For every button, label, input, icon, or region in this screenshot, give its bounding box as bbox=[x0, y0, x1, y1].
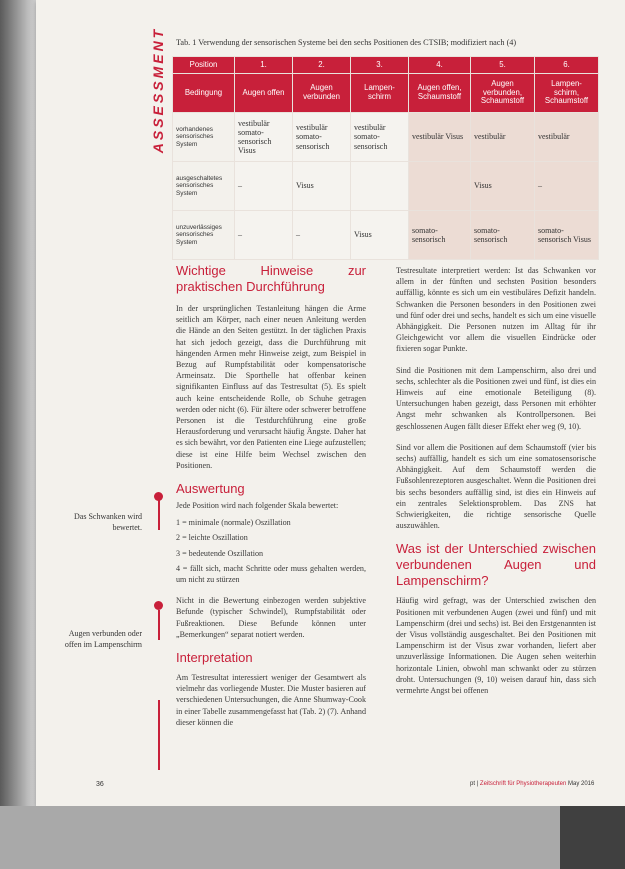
heading-evaluation: Auswertung bbox=[176, 481, 245, 497]
table-cell: somato- sensorisch bbox=[409, 211, 471, 260]
scale-item: 2 = leichte Oszillation bbox=[176, 533, 248, 543]
margin-rule bbox=[158, 700, 160, 770]
table-header-cell: Position bbox=[173, 57, 235, 74]
margin-note: Das Schwanken wird bewertet. bbox=[74, 512, 142, 532]
scale-item: 1 = minimale (normale) Oszillation bbox=[176, 518, 291, 528]
table-row-label: unzuverlässiges sensorisches System bbox=[173, 211, 235, 260]
table-header-row bbox=[173, 57, 599, 74]
paragraph: Nicht in die Bewertung einbezogen werden subjektive Befunde (typischer Schwindel), Rumpfstabilität oder Fußreaktionen. Diese Befunde können unter „Bemerkungen“ separat notiert werden. bbox=[176, 596, 366, 639]
margin-bullet bbox=[154, 601, 163, 610]
paragraph: Testresultate interpretiert werden: Ist das Schwanken vor allem in der fünften und sechsten Position besonders auffällig, könnte es sich um ein vestibuläres Defizit handeln. Schwanken die Personen besonders in den Positionen zwei und fünf oder drei und sechs, handelt es sich um eine visuelle Abhängigkeit. Die Personen nutzen im Alltag für ihr Gleichgewicht vor allem die visuellen Eindrücke oder fixieren sogar Punkte. bbox=[396, 266, 596, 354]
table-cell: vestibulär bbox=[471, 113, 535, 162]
table-header-cell: Lampen- schirm bbox=[351, 74, 409, 113]
paragraph: Sind die Positionen mit dem Lampenschirm, also drei und sechs, schlechter als die Positionen zwei und fünf, ist dies ein Hinweis auf eine emotionale Beteiligung (8). Untersuchungen haben gezeigt, dass Personen mit erhöhter Angst mehr schwanken als Kontrollpersonen. Bei geschlossenen Augen fällt dieser Effekt eher weg (9, 10). bbox=[396, 365, 596, 431]
paragraph: Häufig wird gefragt, was der Unterschied zwischen den Positionen mit verbundenen Augen (zwei und fünf) und mit Lampenschirm (drei und sechs) ist. Bei den Erstgenannten ist der Visus vollständig ausgeschaltet. Bei den Positionen mit Lampenschirm ist der Visus zwar vorhanden, liefert aber unzuverlässige Informationen. Die Augen sehen weiterhin horizontale Linien, obwohl man schwankt oder zu stürzen droht. Untersuchungen (9, 10) weisen darauf hin, dass sich vermehrte Angst bei offenen bbox=[396, 596, 596, 696]
heading-difference: Was ist der Unterschied zwischen verbundenen Augen und Lampenschirm? bbox=[396, 541, 596, 589]
table-cell: – bbox=[535, 162, 599, 211]
table-header-cell: 6. bbox=[535, 57, 599, 74]
scale-item: 3 = bedeutende Oszillation bbox=[176, 548, 264, 558]
paragraph: Sind vor allem die Positionen auf dem Schaumstoff (vier bis sechs) auffällig, handelt es sich um eine somatosensorische Abhängigkeit. Auf dem Schaumstoff werden die Fußsohlenrezeptoren ausgeschaltet. Wenn die Positionen drei bis sechs besonders auffällig sind, ist dies ein Hinweis auf ein zentrales Selektionsproblem. Das ZNS hat Schwierigkeiten, die richtige sensorische Quelle auszuwählen. bbox=[396, 442, 596, 531]
margin-rule bbox=[158, 500, 160, 530]
table-header-cell: 3. bbox=[351, 57, 409, 74]
paragraph: In der ursprünglichen Testanleitung hängen die Arme seitlich am Körper, nach einer neuen Anleitung werden die Hände an den Seiten gestützt. In der täglichen Praxis hat sich jedoch gezeigt, dass die Durchführung mit hängenden Armen mehr Hinweise zeigt, zum Beispiel in Bezug auf Rumpfstabilität oder kompensatorische Armeinsatz. Die Sporthelle hat offenbar keinen signifikanten Einfluss auf das Testresultat (5). Es spielt auch keine entscheidende Rolle, ob Schuhe getragen werden oder nicht (6). Für ältere oder schwerer betroffene Personen ist die Testdurchführung eine große Herausforderung und verursacht häufig Ängste. Daher hat es sich bewährt, vor den Patienten eine Liege aufzustellen; diese ist eine Hilfe beim Wechsel zwischen den Positionen. bbox=[176, 304, 366, 470]
footer-journal: pt | Zeitschrift für Physiotherapeuten May 2016 bbox=[470, 781, 595, 787]
table-header-cell: 1. bbox=[235, 57, 293, 74]
background-shadow bbox=[560, 806, 625, 869]
table-header-cell: Lampen- schirm, Schaumstoff bbox=[535, 74, 599, 113]
margin-note: Augen verbunden oder offen im Lampenschirm bbox=[64, 629, 142, 649]
table-cell: Visus bbox=[471, 162, 535, 211]
footer-prefix: pt bbox=[470, 781, 476, 787]
scale-item: 4 = fällt sich, macht Schritte oder muss gehalten werden, um nicht zu stürzen bbox=[176, 563, 366, 585]
table-cell: vestibulär bbox=[535, 113, 599, 162]
binding-shadow bbox=[0, 0, 40, 869]
table-cell: vestibulär somato- sensorisch bbox=[351, 113, 409, 162]
margin-bullet bbox=[154, 492, 163, 501]
table-cell: somato- sensorisch Visus bbox=[535, 211, 599, 260]
table-header-cell: Augen verbunden, Schaumstoff bbox=[471, 74, 535, 113]
table-cell: – bbox=[235, 162, 293, 211]
table-cell: somato- sensorisch bbox=[471, 211, 535, 260]
table-cell: – bbox=[293, 211, 351, 260]
table-header-cell: Augen verbunden bbox=[293, 74, 351, 113]
table-cell bbox=[409, 162, 471, 211]
table-row-label: vorhandenes sensorisches System bbox=[173, 113, 235, 162]
table-header-cell: Bedingung bbox=[173, 74, 235, 113]
table-row bbox=[173, 162, 599, 211]
table-cell: vestibulär somato- sensorisch Visus bbox=[235, 113, 293, 162]
left-column bbox=[176, 263, 366, 738]
table-cell: – bbox=[235, 211, 293, 260]
table-row-label: ausgeschaltetes sensorisches System bbox=[173, 162, 235, 211]
background-surface bbox=[0, 806, 625, 869]
table-header-cell: 4. bbox=[409, 57, 471, 74]
section-label: ASSESSMENT bbox=[150, 26, 167, 154]
sensory-systems-table bbox=[172, 56, 599, 260]
paragraph: Am Testresultat interessiert weniger der Gesamtwert als vielmehr das vorliegende Muster. Die Muster basieren auf verschiedenen Untersuchungen, die Anne Shumway-Cook in einer Tabelle zusammengefasst hat (Tab. 2) (7). Anhand dieser können die bbox=[176, 673, 366, 727]
heading-hints: Wichtige Hinweise zur praktischen Durchführung bbox=[176, 263, 366, 294]
paragraph: Jede Position wird nach folgender Skala bewertet: bbox=[176, 501, 339, 511]
table-cell: vestibulär Visus bbox=[409, 113, 471, 162]
table-cell: vestibulär somato- sensorisch bbox=[293, 113, 351, 162]
table-header-cell: 2. bbox=[293, 57, 351, 74]
table-cell bbox=[351, 162, 409, 211]
footer-journal-name: Zeitschrift für Physiotherapeuten bbox=[479, 781, 567, 787]
table-row bbox=[173, 113, 599, 162]
table-header-row bbox=[173, 74, 599, 113]
margin-rule bbox=[158, 610, 160, 640]
table-caption: Tab. 1 Verwendung der sensorischen Systeme bei den sechs Positionen des CTSIB; modifiziert nach (4) bbox=[176, 38, 517, 47]
table-header-cell: Augen offen bbox=[235, 74, 293, 113]
table-cell: Visus bbox=[293, 162, 351, 211]
table-header-cell: 5. bbox=[471, 57, 535, 74]
table-row bbox=[173, 211, 599, 260]
page-number: 36 bbox=[96, 781, 104, 788]
table-header-cell: Augen offen, Schaumstoff bbox=[409, 74, 471, 113]
table-cell: Visus bbox=[351, 211, 409, 260]
footer-issue: May 2016 bbox=[567, 781, 595, 787]
heading-interpretation: Interpretation bbox=[176, 650, 253, 666]
right-column bbox=[396, 265, 596, 706]
